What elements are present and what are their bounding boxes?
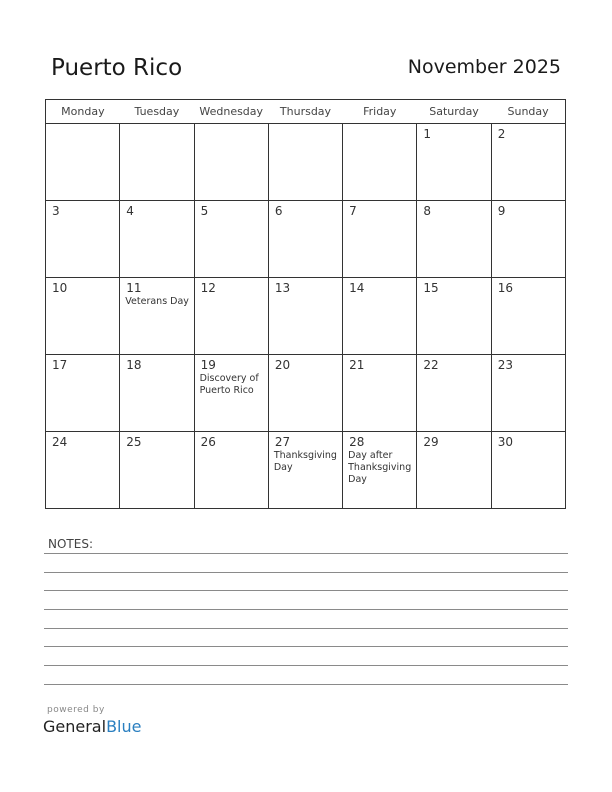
day-number: 5 [200, 204, 209, 218]
holiday-label [120, 127, 193, 128]
holiday-label [120, 218, 193, 219]
day-number: 15 [423, 281, 439, 295]
powered-by-text: powered by [47, 705, 105, 715]
region-title: Puerto Rico [51, 55, 183, 81]
day-cell[interactable] [46, 201, 120, 278]
holiday-label [343, 218, 416, 219]
weekday-thursday: Thursday [268, 100, 342, 124]
brand-name-general: General [43, 717, 107, 736]
note-line [44, 684, 568, 685]
day-cell[interactable] [120, 278, 194, 355]
day-number: 6 [274, 204, 283, 218]
day-number: 13 [274, 281, 291, 295]
day-cell[interactable] [194, 278, 268, 355]
month-title: November 2025 [407, 56, 561, 78]
holiday-label [492, 295, 565, 296]
note-line [44, 628, 568, 629]
day-cell[interactable] [120, 201, 194, 278]
holiday-label [492, 449, 565, 450]
holiday-label [46, 127, 119, 128]
day-number: 28 [349, 435, 365, 449]
day-number: 2 [497, 127, 506, 141]
day-number: 9 [497, 204, 506, 218]
holiday-label [343, 372, 416, 373]
day-cell[interactable] [491, 432, 565, 509]
holiday-label [492, 372, 565, 373]
day-number: 25 [126, 435, 142, 449]
day-number: 20 [274, 358, 291, 372]
day-cell[interactable] [343, 432, 417, 509]
day-cell[interactable] [417, 201, 491, 278]
day-cell[interactable] [491, 355, 565, 432]
day-cell[interactable] [120, 124, 194, 201]
day-number: 8 [423, 204, 432, 218]
day-cell[interactable] [46, 124, 120, 201]
weekday-header-row [46, 100, 566, 124]
day-number: 7 [349, 204, 357, 218]
brand-name-blue: Blue [106, 717, 142, 736]
day-number: 26 [200, 435, 216, 449]
day-number: 11 [126, 281, 142, 295]
day-cell[interactable] [417, 278, 491, 355]
note-line [44, 646, 568, 647]
weekday-friday: Friday [343, 100, 417, 124]
holiday-label: Day after Thanksgiving Day [348, 450, 412, 485]
day-cell[interactable] [46, 432, 120, 509]
week-row [46, 278, 566, 355]
weekday-tuesday: Tuesday [120, 100, 194, 124]
day-cell[interactable] [194, 355, 268, 432]
brand-logo[interactable] [43, 717, 141, 736]
holiday-label [417, 372, 490, 373]
weekday-monday: Monday [46, 100, 120, 124]
holiday-label [269, 372, 342, 373]
holiday-label: Discovery of Puerto Rico [199, 373, 259, 396]
day-number: 14 [349, 281, 365, 295]
holiday-label [46, 295, 119, 296]
day-cell[interactable] [120, 355, 194, 432]
notes-label: NOTES: [48, 537, 93, 551]
weekday-sunday: Sunday [491, 100, 565, 124]
holiday-label [46, 372, 119, 373]
note-line [44, 553, 568, 554]
day-cell[interactable] [194, 201, 268, 278]
holiday-label [46, 449, 119, 450]
holiday-label [492, 218, 565, 219]
week-row [46, 355, 566, 432]
day-cell[interactable] [343, 355, 417, 432]
day-cell[interactable] [417, 124, 491, 201]
holiday-label [195, 127, 268, 128]
day-number: 22 [423, 358, 439, 372]
day-cell[interactable] [491, 201, 565, 278]
holiday-label [195, 218, 268, 219]
day-cell[interactable] [120, 432, 194, 509]
holiday-label [46, 218, 119, 219]
day-number: 27 [274, 435, 291, 449]
holiday-label: Veterans Day [125, 296, 189, 307]
day-number: 17 [52, 358, 68, 372]
day-cell[interactable] [417, 355, 491, 432]
day-number: 24 [52, 435, 68, 449]
day-cell[interactable] [417, 432, 491, 509]
day-cell[interactable] [268, 355, 342, 432]
holiday-label [195, 295, 268, 296]
day-number: 12 [200, 281, 216, 295]
day-cell[interactable] [268, 201, 342, 278]
note-line [44, 609, 568, 610]
day-number: 1 [423, 127, 432, 141]
day-number: 16 [497, 281, 513, 295]
day-number: 21 [349, 358, 365, 372]
day-cell[interactable] [268, 432, 342, 509]
note-line [44, 572, 568, 573]
day-cell[interactable] [194, 432, 268, 509]
day-number: 23 [497, 358, 513, 372]
day-cell[interactable] [343, 201, 417, 278]
day-cell[interactable] [491, 278, 565, 355]
day-number: 18 [126, 358, 142, 372]
holiday-label [269, 295, 342, 296]
holiday-label [417, 449, 490, 450]
day-cell[interactable] [46, 355, 120, 432]
week-row [46, 124, 566, 201]
day-cell[interactable] [268, 278, 342, 355]
note-line [44, 590, 568, 591]
weekday-wednesday: Wednesday [194, 100, 268, 124]
day-cell[interactable] [491, 124, 565, 201]
day-cell[interactable] [46, 278, 120, 355]
holiday-label [195, 449, 268, 450]
day-number: 10 [52, 281, 68, 295]
day-number: 19 [200, 358, 216, 372]
holiday-label [269, 127, 342, 128]
week-row [46, 201, 566, 278]
holiday-label [269, 218, 342, 219]
holiday-label [417, 295, 490, 296]
week-row [46, 432, 566, 509]
day-cell[interactable] [343, 278, 417, 355]
day-cell[interactable] [194, 124, 268, 201]
holiday-label: Thanksgiving Day [273, 450, 337, 473]
holiday-label [343, 295, 416, 296]
day-number: 4 [126, 204, 134, 218]
holiday-label [120, 449, 193, 450]
weekday-saturday: Saturday [417, 100, 491, 124]
holiday-label [417, 218, 490, 219]
holiday-label [120, 372, 193, 373]
holiday-label [492, 141, 565, 142]
holiday-label [343, 127, 416, 128]
holiday-label [417, 141, 490, 142]
calendar-grid [45, 99, 566, 509]
day-cell[interactable] [343, 124, 417, 201]
note-line [44, 665, 568, 666]
day-number: 3 [52, 204, 60, 218]
day-cell[interactable] [268, 124, 342, 201]
day-number: 30 [497, 435, 513, 449]
day-number: 29 [423, 435, 439, 449]
